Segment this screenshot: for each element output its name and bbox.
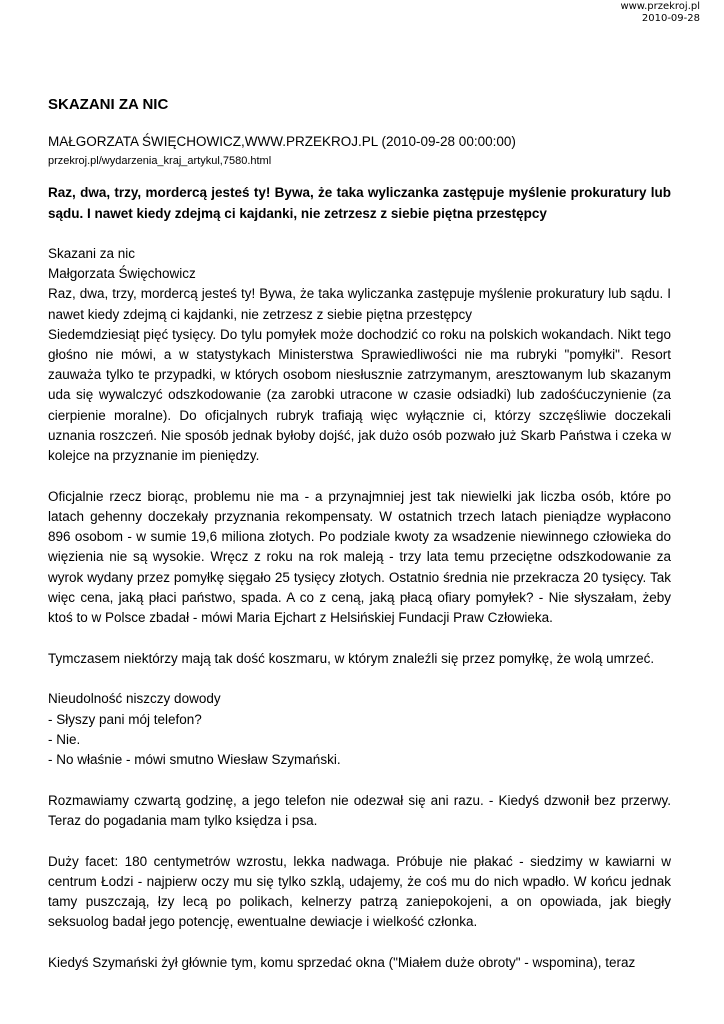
paragraph-line: Tymczasem niektórzy mają tak dość koszmaru, w którym znaleźli się przez pomyłkę, że wolą umrzeć. [48, 650, 655, 666]
article [48, 94, 671, 994]
paragraph-line: Kiedyś Szymański żył głównie tym, komu sprzedać okna ("Miałem duże obroty" - wspomina), teraz [48, 954, 636, 970]
page-header-meta [620, 1, 700, 25]
article-paragraph-4 [48, 689, 671, 770]
paragraph-line: Siedemdziesiąt pięć tysięcy. Do tylu pomyłek może dochodzić co roku na polskich wokandach. Nikt tego głośno nie mówi, a w statystykach Ministerstwa Sprawiedliwości nie ma rubryki "pomyłki". Resort zauważa tylko te przypadki, w których osobom niesłusznie zatrzymanym, aresztowanym lub skazanym uda się wywalczyć odszkodowanie (za zarobki utracone w czasie odsiadki) lub zadośćuczynienie (za cierpienie moralne). Do oficjalnych rubryk trafiają więc wyłącznie ci, którzy szczęśliwie doczekali uznania roszczeń. Nie sposób jednak byłoby dojść, jak dużo osób pozwało już Skarb Państwa i czeka w kolejce na przyznanie im pieniędzy. [48, 326, 671, 464]
article-title: SKAZANI ZA NIC [48, 96, 169, 113]
dialogue-line: - Nie. [48, 731, 81, 747]
article-paragraph-1 [48, 244, 671, 466]
source-date: 2010-09-28 [641, 13, 700, 24]
article-byline: MAŁGORZATA ŚWIĘCHOWICZ,WWW.PRZEKROJ.PL (2010-09-28 00:00:00) [48, 134, 516, 149]
article-paragraph-2 [48, 487, 671, 628]
paragraph-line: Oficjalnie rzecz biorąc, problemu nie ma - a przynajmniej jest tak niewielki jak liczba osób, które po latach gehenny doczekały przyznania rekompensaty. W ostatnich trzech latach pieniądze wypłacono 896 osobom - w sumie 19,6 miliona złotych. Po podziale kwoty za wsadzenie niewinnego człowieka do więzienia nie są wysokie. Wręcz z roku na rok maleją - trzy lata temu przeciętne odszkodowanie za wyrok wydany przez pomyłkę sięgało 25 tysięcy złotych. Ostatnio średnia nie przekracza 20 tysięcy. Tak więc cena, jaką płaci państwo, spada. A co z ceną, jaką płacą ofiary pomyłek? - Nie słyszałam, żeby ktoś to w Polsce zbadał - mówi Maria Ejchart z Helsińskiej Fundacji Praw Człowieka. [48, 488, 671, 625]
paragraph-line: Raz, dwa, trzy, mordercą jesteś ty! Bywa, że taka wyliczanka zastępuje myślenie prokuratury lub sądu. I nawet kiedy zdejmą ci kajdanki, nie zetrzesz z siebie piętna przestępcy [48, 286, 671, 322]
paragraph-line: Duży facet: 180 centymetrów wzrostu, lekka nadwaga. Próbuje nie płakać - siedzimy w kawiarni w centrum Łodzi - najpierw oczy mu się tylko szklą, udajemy, że coś mu do nich wpadło. W końcu jednak tamy puszczają, łzy lecą po polikach, kelnerzy patrzą zaniepokojeni, a on opowiada, jak biegły seksuolog badał jego potencję, ewentualne dewiacje i wielkość członka. [48, 853, 671, 930]
source-site: www.przekroj.pl [620, 1, 700, 12]
article-paragraph-3 [48, 649, 671, 669]
article-paragraph-7 [48, 953, 671, 973]
article-paragraph-6 [48, 852, 671, 933]
paragraph-line: Małgorzata Święchowicz [48, 266, 196, 282]
paragraph-line: Skazani za nic [48, 246, 136, 261]
paragraph-line: Rozmawiamy czwartą godzinę, a jego telefon nie odezwał się ani razu. - Kiedyś dzwonił bez przerwy. Teraz do pogadania mam tylko księdza i psa. [48, 792, 671, 828]
article-paragraph-5 [48, 791, 671, 831]
dialogue-line: - No właśnie - mówi smutno Wiesław Szymański. [48, 751, 341, 767]
article-url: przekroj.pl/wydarzenia_kraj_artykul,7580.html [48, 155, 272, 167]
dialogue-line: - Słyszy pani mój telefon? [48, 711, 202, 727]
article-lead: Raz, dwa, trzy, mordercą jesteś ty! Bywa, że taka wyliczanka zastępuje myślenie prokuratury lub sądu. I nawet kiedy zdejmą ci kajdanki, nie zetrzesz z siebie piętna przestępcy [48, 185, 671, 221]
subheading: Nieudolność niszczy dowody [48, 691, 221, 707]
